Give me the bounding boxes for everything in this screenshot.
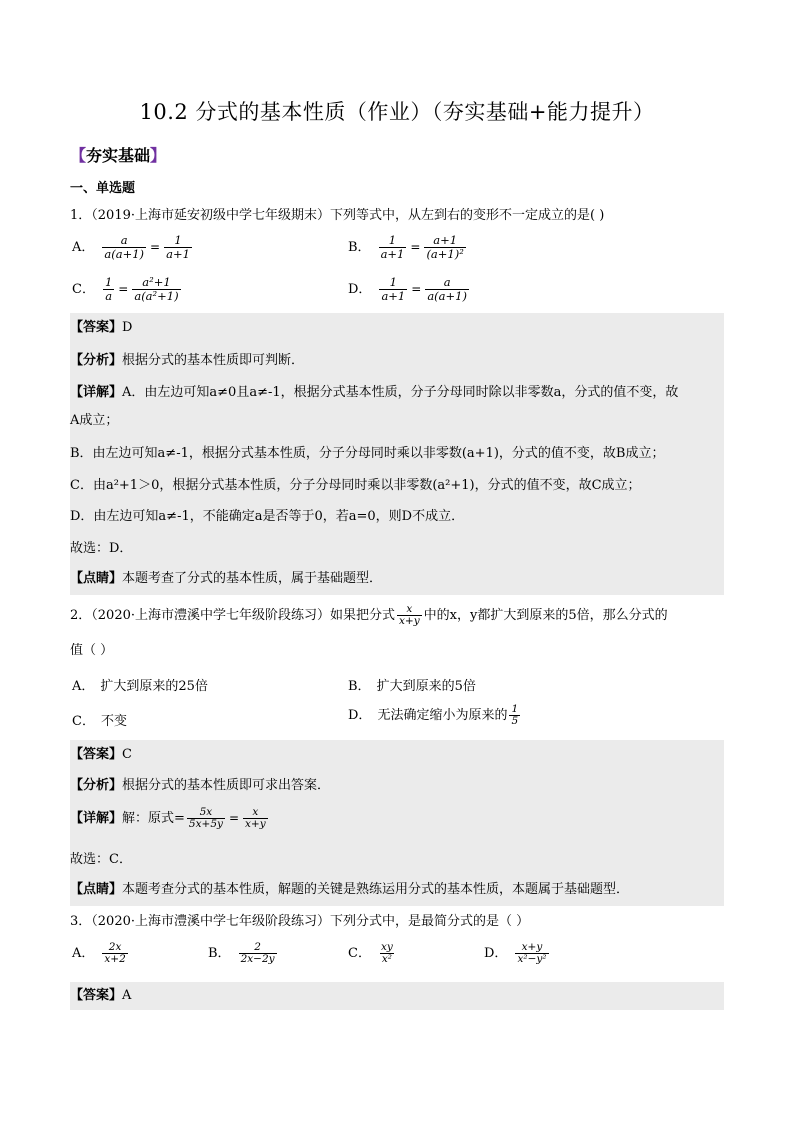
fraction: $\frac{1}{a+1}$ — [166, 233, 190, 261]
fraction: $\frac{1}{a+1}$ — [380, 233, 405, 261]
fraction: $\frac{a+1}{\text{(a+1)²}}$ — [426, 233, 464, 261]
q1-detail-a2: A成立； — [70, 413, 119, 428]
q1-stem: 1．（2019·上海市延安初级中学七年级期末）下列等式中，从左到右的变形不一定成立的是( ) — [70, 208, 605, 223]
q2-comment: 【点睛】本题考查分式的基本性质，解题的关键是熟练运用分式的基本性质，本题属于基础题型． — [70, 882, 630, 897]
q1-comment: 【点睛】本题考查了分式的基本性质，属于基础题型． — [70, 571, 383, 586]
section-heading — [70, 143, 166, 166]
option-label: D． — [348, 282, 372, 297]
q1-detail-d: D．由左边可知a≠-1，不能确定a是否等于0，若a=0，则D不成立． — [70, 509, 465, 524]
option-label: A． — [72, 240, 95, 255]
fraction: $\frac{2}{2x-2y}$ — [240, 941, 275, 965]
fraction: $\frac{2x}{x+2}$ — [104, 941, 126, 965]
q2-option-c: C． 不变 — [72, 714, 127, 729]
q1-detail-a1: 【详解】A．由左边可知a≠0且a≠-1，根据分式基本性质，分子分母同时除以非零数a，分式的值不变，故 — [70, 385, 679, 400]
q1-option-a: A． $\frac{a}{a(a+1)}$ = $\frac{1}{a+1}$ — [72, 233, 190, 261]
q2-option-a: A． 扩大到原来的25倍 — [72, 679, 208, 694]
q1-answer: 【答案】D — [70, 320, 133, 335]
q3-solution-panel — [70, 982, 724, 1010]
q3-option-d: D． $\frac{x+y}{\text{x²−y²}}$ — [484, 941, 547, 965]
fraction: $\frac{a}{a(a+1)}$ — [427, 275, 467, 303]
fraction: $\frac{x}{x+y}$ — [399, 603, 420, 627]
fraction: $\frac{x}{x+y}$ — [245, 806, 266, 830]
q3-option-c: C． $\frac{xy}{\text{x²}}$ — [348, 941, 393, 965]
section-bracket-open: 【 — [70, 146, 87, 165]
q1-choice: 故选：D． — [70, 541, 133, 556]
q2-option-d: D． 无法确定缩小为原来的 $\frac{1}{5}$ — [348, 703, 519, 727]
fraction: $\frac{xy}{\text{x²}}$ — [380, 941, 393, 965]
q3-stem: 3．（2020·上海市澧溪中学七年级阶段练习）下列分式中，是最简分式的是（ ） — [70, 914, 530, 929]
fraction: $\frac{1}{a}$ — [104, 275, 113, 303]
q1-detail-b: B．由左边可知a≠-1，根据分式基本性质，分子分母同时乘以非零数(a+1)，分式的值不变，故B成立； — [70, 446, 665, 461]
q1-analysis: 【分析】根据分式的基本性质即可判断． — [70, 353, 305, 368]
page-title: 10.2 分式的基本性质（作业）（夯实基础+能力提升） — [139, 100, 655, 124]
fraction: $\frac{\text{a²+1}}{\text{a(a²+1)}}$ — [134, 275, 179, 303]
q3-answer: 【答案】A — [70, 988, 132, 1003]
q1-option-c: C． $\frac{1}{a}$ = $\frac{\text{a²+1}}{\text{a(a²+1)}}$ — [72, 275, 179, 303]
q2-option-b: B． 扩大到原来的5倍 — [348, 679, 476, 694]
fraction: $\frac{a}{a(a+1)}$ — [104, 233, 145, 261]
q3-option-a: A． $\frac{2x}{x+2}$ — [72, 941, 126, 965]
fraction: $\frac{1}{5}$ — [511, 703, 519, 727]
section-bracket-close: 】 — [150, 146, 167, 165]
q2-stem-line2: 值（ ） — [70, 643, 114, 658]
q2-analysis: 【分析】根据分式的基本性质即可求出答案． — [70, 778, 331, 793]
q1-option-b: B． $\frac{1}{a+1}$ = $\frac{a+1}{\text{(a+1)²}}$ — [348, 233, 464, 261]
q1-detail-c: C．由a²+1＞0，根据分式基本性质，分子分母同时乘以非零数(a²+1)，分式的值不变，故C成立； — [70, 478, 641, 493]
q2-choice: 故选：C． — [70, 852, 132, 867]
part-heading: 一、单选题 — [70, 181, 136, 196]
option-label: B． — [348, 240, 371, 255]
fraction: $\frac{x+y}{\text{x²−y²}}$ — [517, 941, 547, 965]
q1-option-d: D． $\frac{1}{a+1}$ = $\frac{a}{a(a+1)}$ — [348, 275, 467, 303]
fraction: $\frac{1}{a+1}$ — [381, 275, 406, 303]
q2-detail: 【详解】解：原式= $\frac{5x}{5x+5y}$ = $\frac{x}{x+y}$ — [70, 806, 266, 830]
q2-stem: 2．（2020·上海市澧溪中学七年级阶段练习）如果把分式 $\frac{x}{x+y}$ 中的x，y都扩大到原来的5倍，那么分式的 — [70, 603, 668, 627]
section-label: 夯实基础 — [86, 146, 151, 165]
q2-answer: 【答案】C — [70, 747, 132, 762]
q3-option-b: B． $\frac{2}{2x-2y}$ — [208, 941, 275, 965]
option-label: C． — [72, 282, 95, 297]
fraction: $\frac{5x}{5x+5y}$ — [188, 806, 223, 830]
